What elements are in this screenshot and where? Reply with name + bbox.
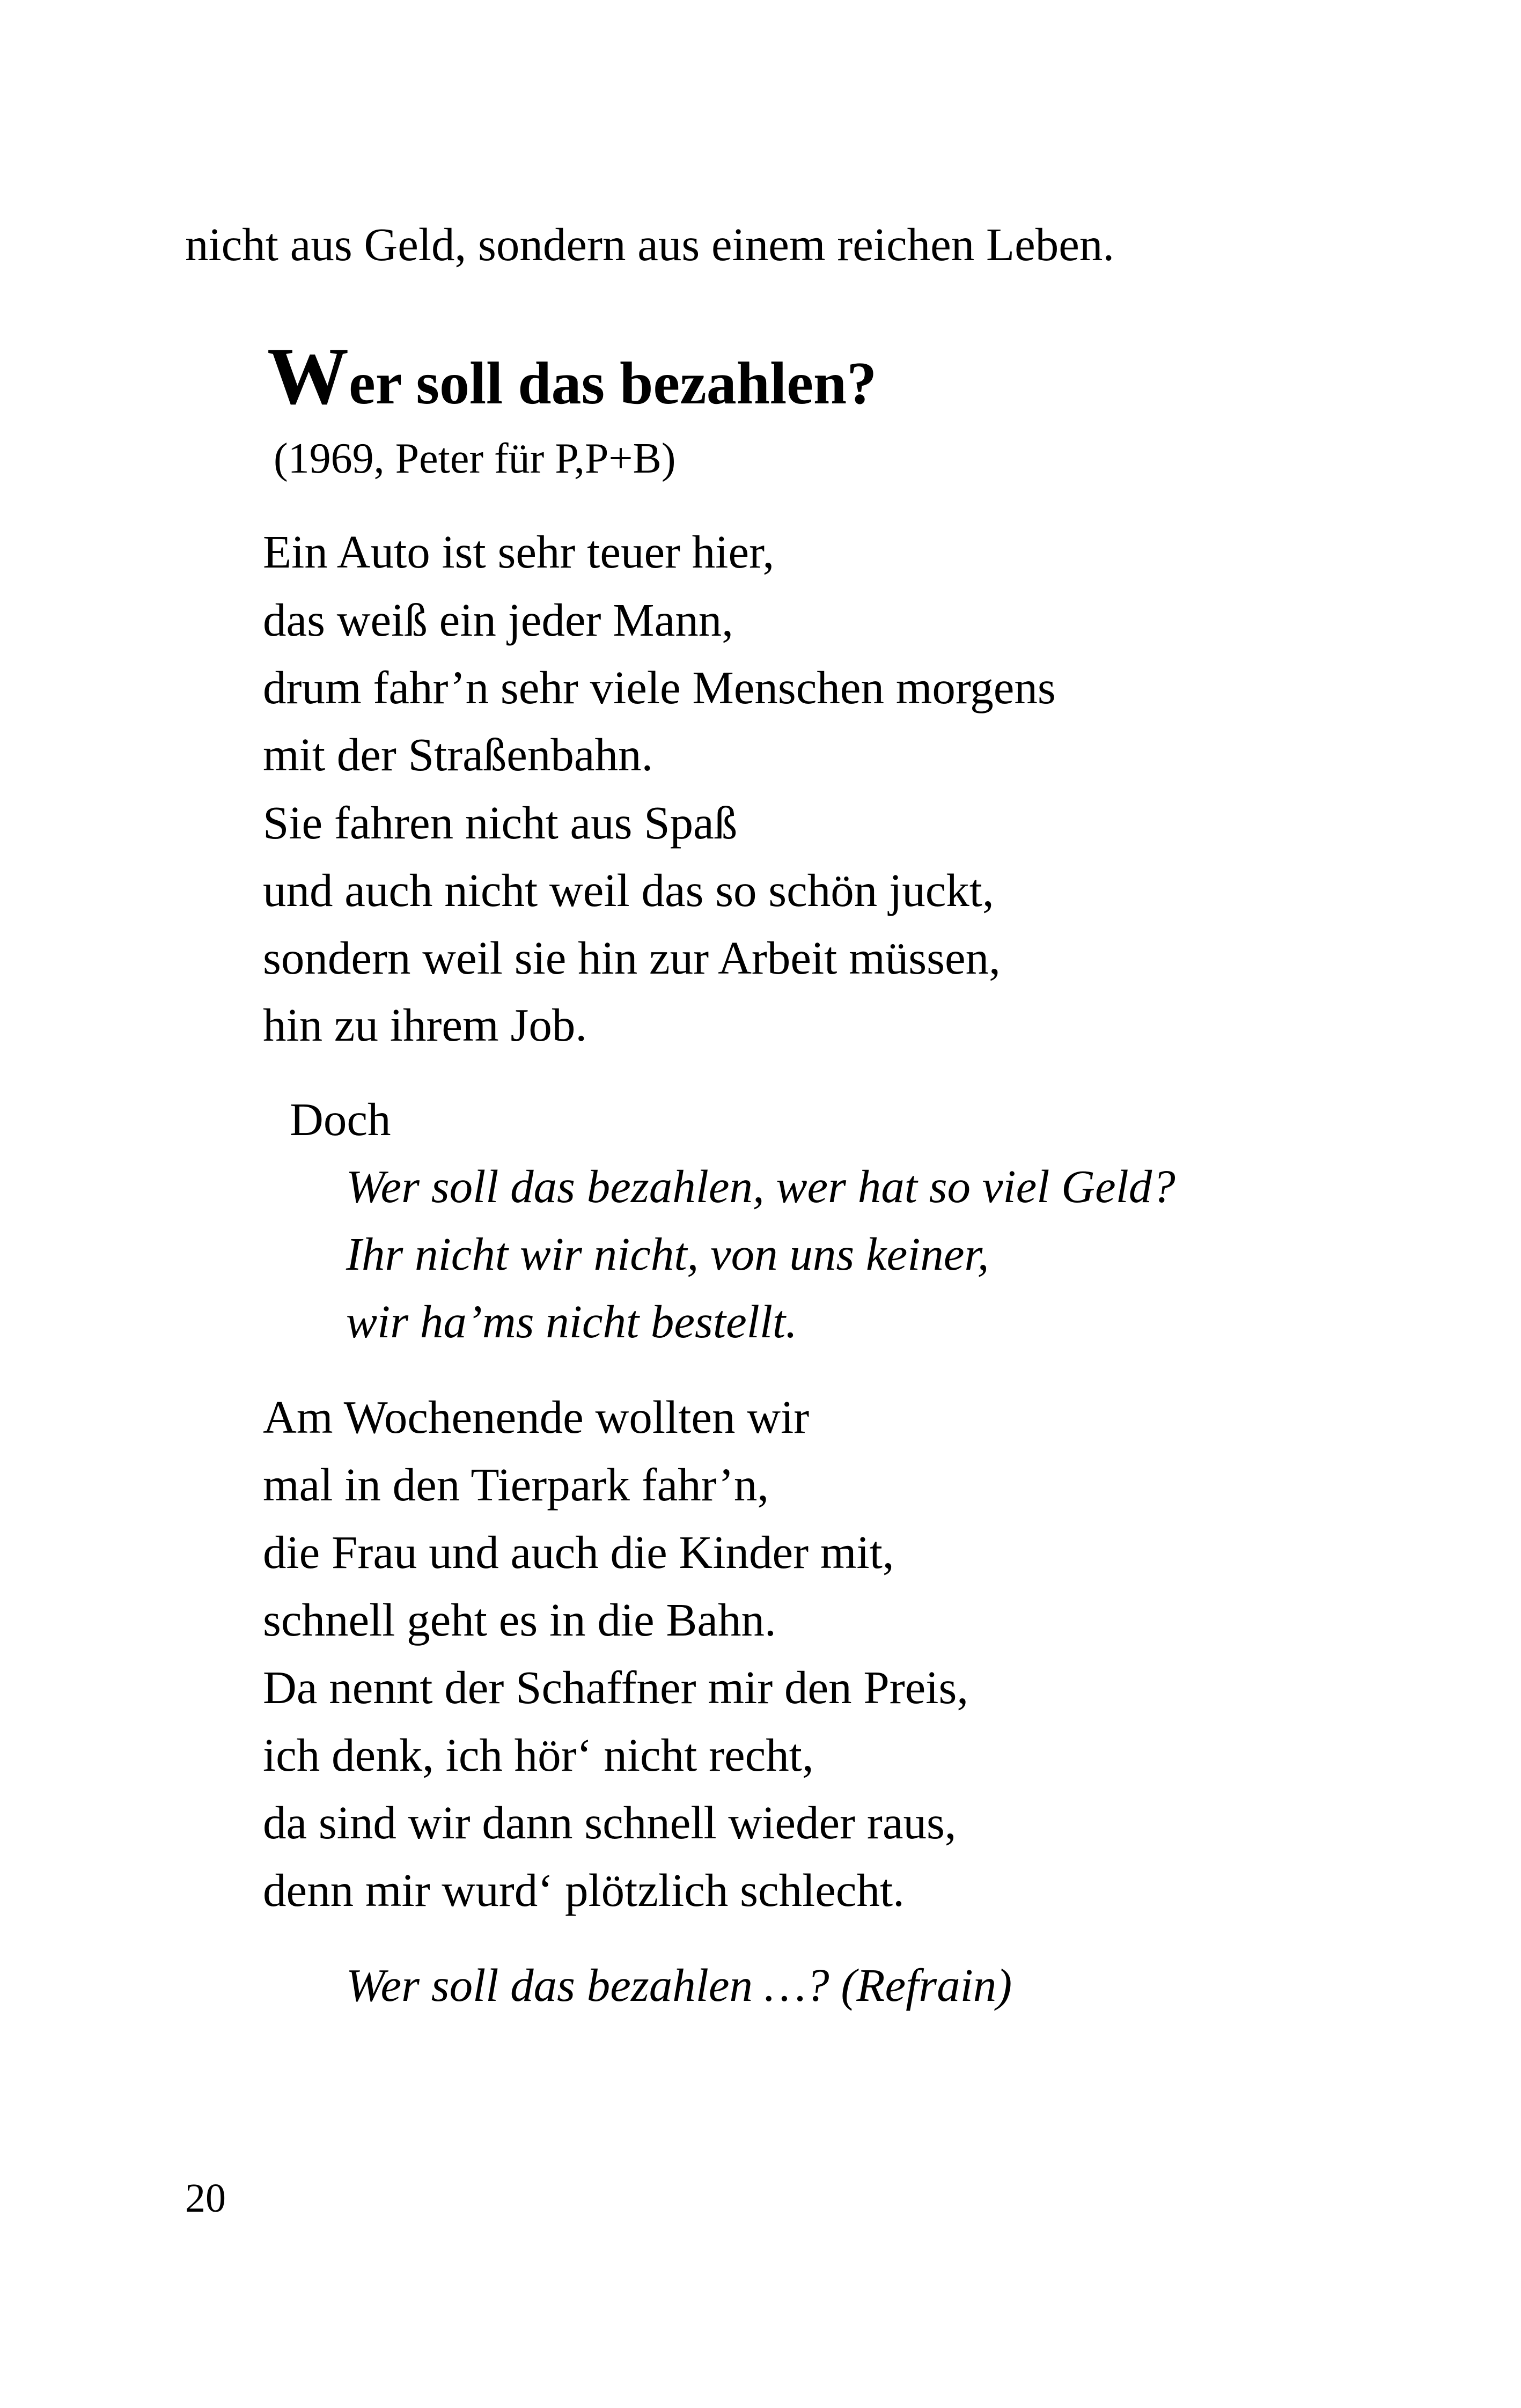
song-title <box>267 331 877 421</box>
refrain-repeat: Wer soll das bezahlen …? (Refrain) <box>346 1959 1012 2011</box>
title-initial: W <box>267 331 349 421</box>
refrain-line: Wer soll das bezahlen, wer hat so viel Geld? <box>346 1160 1175 1212</box>
carryover-line: nicht aus Geld, sondern aus einem reichen Leben. <box>185 218 1115 270</box>
verse1-line: mit der Straßenbahn. <box>263 728 653 780</box>
verse2-line: die Frau und auch die Kinder mit, <box>263 1526 894 1578</box>
refrain-line: Ihr nicht wir nicht, von uns keiner, <box>346 1228 989 1280</box>
verse2-line: Da nennt der Schaffner mir den Preis, <box>263 1661 969 1713</box>
verse2-line: schnell geht es in die Bahn. <box>263 1594 776 1646</box>
refrain-line: wir ha’ms nicht bestellt. <box>346 1295 797 1347</box>
verse2-line: mal in den Tierpark fahr’n, <box>263 1459 769 1511</box>
verse1-line: Sie fahren nicht aus Spaß <box>263 797 738 849</box>
song-subtitle: (1969, Peter für P,P+B) <box>274 435 676 482</box>
verse2-line: da sind wir dann schnell wieder raus, <box>263 1796 957 1849</box>
verse1-line: Ein Auto ist sehr teuer hier, <box>263 526 775 578</box>
verse1-line: und auch nicht weil das so schön juckt, <box>263 864 994 916</box>
verse1-line: sondern weil sie hin zur Arbeit müssen, <box>263 932 1001 984</box>
verse1-line: drum fahr’n sehr viele Menschen morgens <box>263 661 1056 713</box>
verse1-line: hin zu ihrem Job. <box>263 999 587 1051</box>
page-number: 20 <box>185 2176 226 2221</box>
verse2-line: ich denk, ich hör‘ nicht recht, <box>263 1729 814 1781</box>
verse2-line: denn mir wurd‘ plötzlich schlecht. <box>263 1864 905 1916</box>
verse2-line: Am Wochenende wollten wir <box>263 1391 810 1443</box>
refrain-intro: Doch <box>290 1093 391 1145</box>
verse1-line: das weiß ein jeder Mann, <box>263 594 733 646</box>
title-rest: er soll das bezahlen? <box>349 350 877 417</box>
